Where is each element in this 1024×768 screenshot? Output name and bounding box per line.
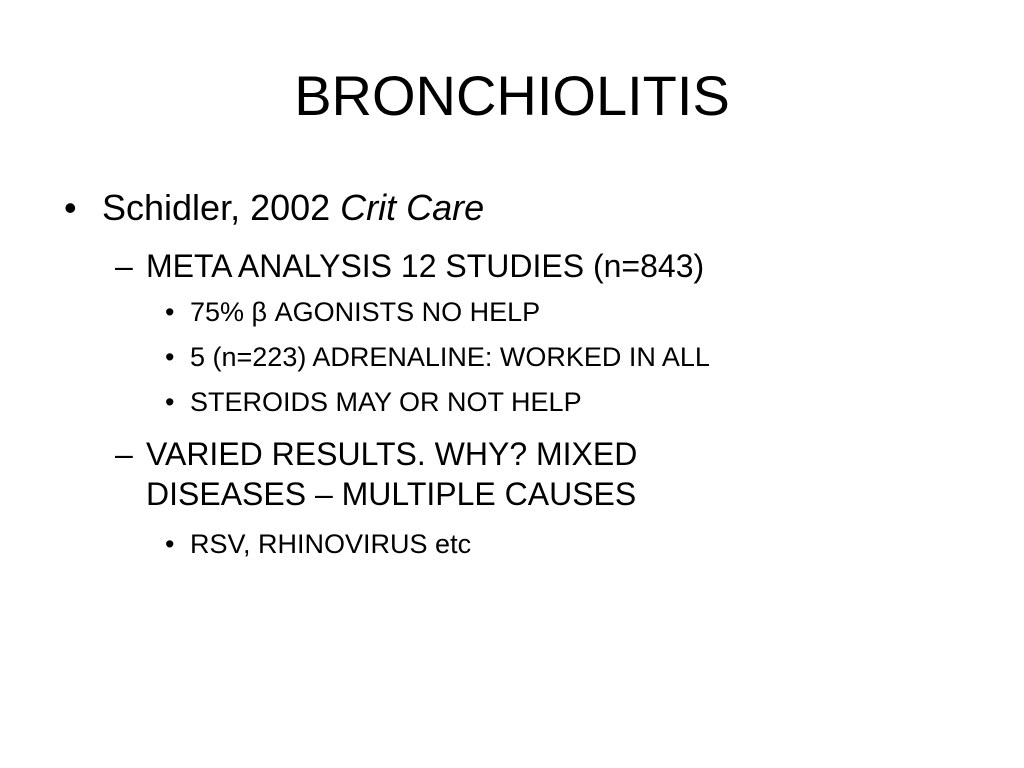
point-text: RSV, RHINOVIRUS etc (190, 529, 472, 559)
point-text: 75% β AGONISTS NO HELP (190, 297, 541, 327)
subbullet-meta-analysis (115, 246, 975, 286)
point-viruses (165, 527, 965, 561)
varied-results-line1: VARIED RESULTS. WHY? MIXED (146, 436, 638, 472)
dash-marker: – (115, 248, 133, 284)
meta-analysis-text: META ANALYSIS 12 STUDIES (n=843) (146, 248, 705, 284)
bullet-reference (64, 186, 964, 230)
reference-text (102, 186, 484, 230)
point-adrenaline (165, 340, 965, 374)
bullet-marker: • (165, 529, 175, 559)
point-steroids (165, 385, 965, 419)
bullet-marker: • (64, 187, 77, 228)
point-text: 5 (n=223) ADRENALINE: WORKED IN ALL (190, 342, 710, 372)
point-beta-agonists (165, 295, 965, 329)
reference-author-year: Schidler, 2002 (102, 187, 341, 228)
reference-journal: Crit Care (340, 187, 485, 228)
bullet-marker: • (165, 387, 175, 417)
dash-marker: – (115, 436, 133, 472)
varied-results-line2: DISEASES – MULTIPLE CAUSES (146, 476, 637, 512)
slide-title: BRONCHIOLITIS (294, 64, 730, 127)
bullet-marker: • (165, 297, 175, 327)
subbullet-varied-results (115, 434, 975, 514)
point-text: STEROIDS MAY OR NOT HELP (190, 387, 582, 417)
bullet-marker: • (165, 342, 175, 372)
